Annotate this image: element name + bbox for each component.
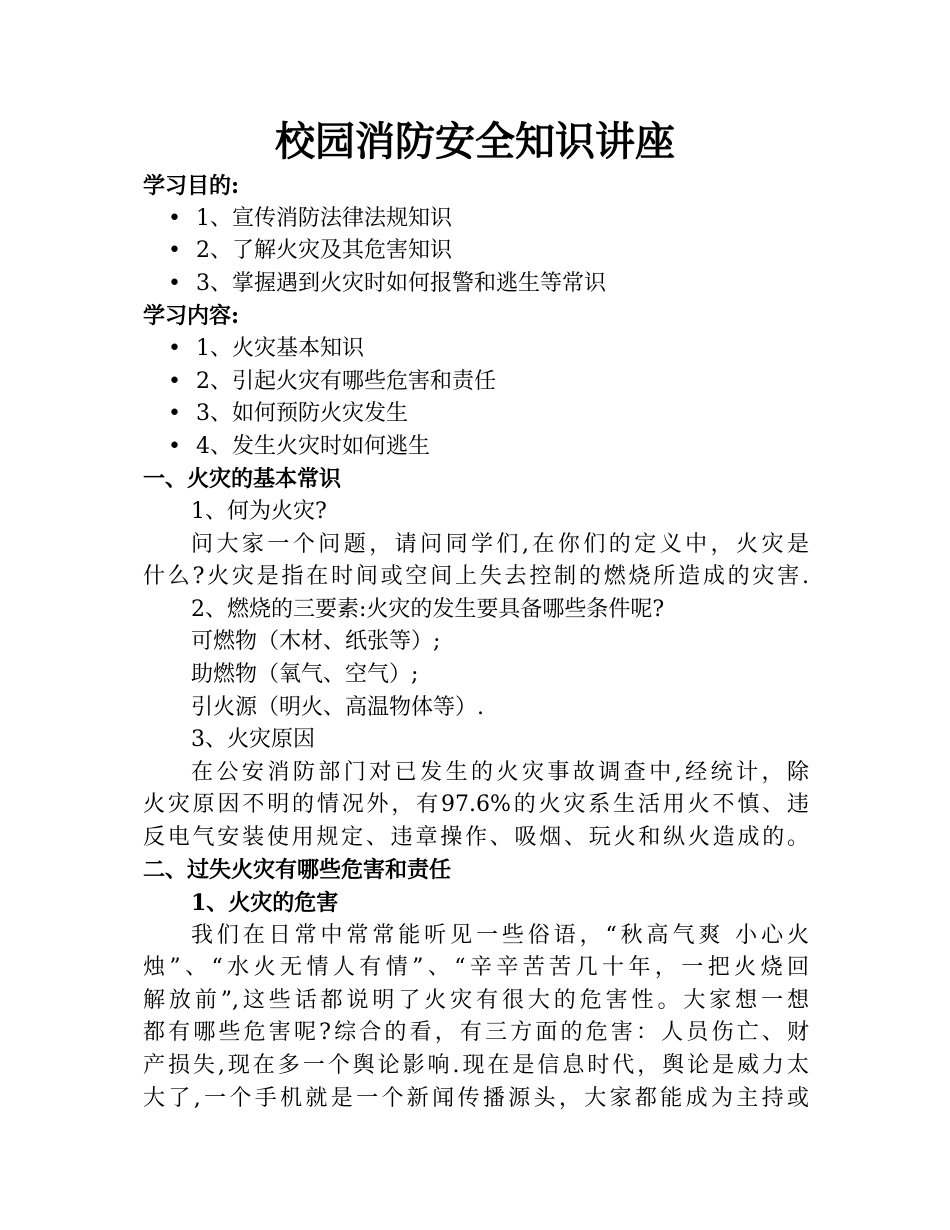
document-body [143,170,809,1115]
bullet-icon: • [168,205,181,231]
content-item: • 2、引起火灾有哪些危害和责任 [143,366,809,399]
page-title: 校园消防安全知识讲座 [275,118,675,165]
paragraph-line: 大了,一个手机就是一个新闻传播源头，大家都能成为主持或 [143,1085,809,1111]
objectives-heading: 学习目的: [143,173,240,199]
bullet-icon: • [168,270,181,296]
paragraph-line: 在公安消防部门对已发生的火灾事故调查中,经统计，除 [191,759,809,785]
paragraph-line: 都有哪些危害呢?综合的看，有三方面的危害：人员伤亡、财 [143,1020,809,1046]
paragraph-line: 什么?火灾是指在时间或空间上失去控制的燃烧所造成的灾害. [143,564,809,590]
section2-heading: 二、过失火灾有哪些危害和责任 [143,857,452,884]
objective-item: • 1、宣传消防法律法规知识 [143,203,809,236]
objective-item: • 3、掌握遇到火灾时如何报警和逃生等常识 [143,268,809,301]
bullet-icon: • [168,433,181,459]
subsection-heading: 1、火灾的危害 [191,890,339,917]
bullet-icon: • [168,238,181,264]
content-item: • 3、如何预防火灾发生 [143,398,809,431]
question-heading: 1、何为火灾? [191,498,327,524]
element-item: 助燃物（氧气、空气）; [191,661,419,687]
section1-heading: 一、火灾的基本常识 [143,466,342,493]
bullet-icon: • [168,368,181,394]
element-item: 可燃物（木材、纸张等）; [191,629,441,655]
bullet-icon: • [168,335,181,361]
element-item: 引火源（明火、高温物体等）. [191,694,484,720]
contents-heading: 学习内容: [143,303,240,330]
objective-item: • 2、了解火灾及其危害知识 [143,235,809,268]
paragraph-line: 问大家一个问题，请问同学们,在你们的定义中，火灾是 [191,531,809,557]
paragraph-line: 火灾原因不明的情况外，有97.6%的火灾系生活用火不慎、违 [143,792,809,818]
content-item: • 4、发生火灾时如何逃生 [143,431,809,464]
question-heading: 3、火灾原因 [191,727,315,753]
content-item: • 1、火灾基本知识 [143,333,809,366]
paragraph-line: 我们在日常中常常能听见一些俗语，“秋高气爽 小心火 [191,922,809,948]
question-heading: 2、燃烧的三要素:火灾的发生要具备哪些条件呢? [191,596,665,622]
paragraph-line: 烛”、“水火无情人有情”、“辛辛苦苦几十年，一把火烧回 [143,955,809,981]
paragraph-line: 反电气安装使用规定、违章操作、吸烟、玩火和纵火造成的。 [143,824,809,850]
paragraph-line: 产损失,现在多一个舆论影响.现在是信息时代，舆论是威力太 [143,1053,809,1079]
paragraph-line: 解放前”,这些话都说明了火灾有很大的危害性。大家想一想 [143,987,809,1013]
bullet-icon: • [168,401,181,427]
